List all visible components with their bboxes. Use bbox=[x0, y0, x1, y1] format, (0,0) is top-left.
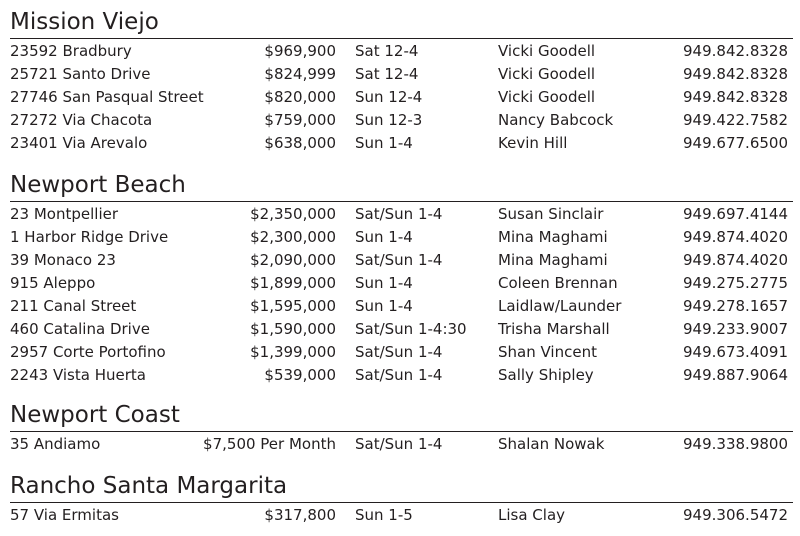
listing-phone: 949.697.4144 bbox=[683, 205, 788, 223]
listing-phone: 949.278.1657 bbox=[683, 297, 788, 315]
listing-phone: 949.842.8328 bbox=[683, 65, 788, 83]
listing-price: $1,595,000 bbox=[250, 297, 336, 315]
listing-row bbox=[0, 226, 800, 249]
listing-open-time: Sun 12-3 bbox=[355, 111, 423, 129]
listing-open-time: Sun 1-4 bbox=[355, 274, 413, 292]
listing-price: $759,000 bbox=[264, 111, 336, 129]
listing-agent: Sally Shipley bbox=[498, 366, 594, 384]
listing-phone: 949.233.9007 bbox=[683, 320, 788, 338]
listing-agent: Coleen Brennan bbox=[498, 274, 618, 292]
listing-address: 23 Montpellier bbox=[10, 205, 119, 223]
listing-address: 2243 Vista Huerta bbox=[10, 366, 146, 384]
listing-agent: Shalan Nowak bbox=[498, 435, 605, 453]
listing-open-time: Sat 12-4 bbox=[355, 65, 419, 83]
listing-phone: 949.842.8328 bbox=[683, 42, 788, 60]
listing-row bbox=[0, 364, 800, 387]
section-heading: Rancho Santa Margarita bbox=[10, 473, 288, 499]
section-divider bbox=[10, 431, 793, 432]
listing-row bbox=[0, 132, 800, 155]
listing-agent: Mina Maghami bbox=[498, 251, 608, 269]
listing-price: $539,000 bbox=[264, 366, 336, 384]
listing-phone: 949.673.4091 bbox=[683, 343, 788, 361]
listing-row bbox=[0, 86, 800, 109]
listing-row bbox=[0, 272, 800, 295]
listing-row bbox=[0, 433, 800, 456]
listing-phone: 949.874.4020 bbox=[683, 228, 788, 246]
listing-price: $638,000 bbox=[264, 134, 336, 152]
listing-row bbox=[0, 40, 800, 63]
listing-price: $2,300,000 bbox=[250, 228, 336, 246]
listing-address: 39 Monaco 23 bbox=[10, 251, 116, 269]
listing-price: $969,900 bbox=[264, 42, 336, 60]
listing-open-time: Sun 1-5 bbox=[355, 506, 413, 524]
listing-address: 23592 Bradbury bbox=[10, 42, 132, 60]
listing-address: 2957 Corte Portofino bbox=[10, 343, 166, 361]
listing-agent: Mina Maghami bbox=[498, 228, 608, 246]
listing-address: 915 Aleppo bbox=[10, 274, 96, 292]
listing-price: $820,000 bbox=[264, 88, 336, 106]
listing-price: $1,899,000 bbox=[250, 274, 336, 292]
section-heading: Newport Beach bbox=[10, 172, 186, 198]
listing-address: 460 Catalina Drive bbox=[10, 320, 150, 338]
listing-agent: Vicki Goodell bbox=[498, 65, 596, 83]
listing-phone: 949.338.9800 bbox=[683, 435, 788, 453]
listing-agent: Susan Sinclair bbox=[498, 205, 604, 223]
listing-address: 1 Harbor Ridge Drive bbox=[10, 228, 169, 246]
listing-price: $1,399,000 bbox=[250, 343, 336, 361]
listing-price: $2,090,000 bbox=[250, 251, 336, 269]
listing-row bbox=[0, 318, 800, 341]
listing-row bbox=[0, 203, 800, 226]
listing-price: $7,500 Per Month bbox=[203, 435, 336, 453]
listing-phone: 949.422.7582 bbox=[683, 111, 788, 129]
listing-open-time: Sun 1-4 bbox=[355, 134, 413, 152]
listing-agent: Lisa Clay bbox=[498, 506, 566, 524]
listing-open-time: Sat/Sun 1-4 bbox=[355, 343, 443, 361]
listing-price: $2,350,000 bbox=[250, 205, 336, 223]
listing-phone: 949.874.4020 bbox=[683, 251, 788, 269]
listing-row bbox=[0, 295, 800, 318]
listing-address: 57 Via Ermitas bbox=[10, 506, 119, 524]
listing-price: $1,590,000 bbox=[250, 320, 336, 338]
listing-address: 25721 Santo Drive bbox=[10, 65, 151, 83]
listing-agent: Trisha Marshall bbox=[498, 320, 610, 338]
section-heading: Mission Viejo bbox=[10, 9, 159, 35]
listing-open-time: Sat/Sun 1-4:30 bbox=[355, 320, 467, 338]
listing-row bbox=[0, 341, 800, 364]
listing-address: 211 Canal Street bbox=[10, 297, 137, 315]
listing-open-time: Sat/Sun 1-4 bbox=[355, 251, 443, 269]
listing-agent: Vicki Goodell bbox=[498, 42, 596, 60]
listing-row bbox=[0, 249, 800, 272]
listing-phone: 949.842.8328 bbox=[683, 88, 788, 106]
listing-open-time: Sun 1-4 bbox=[355, 228, 413, 246]
listing-agent: Nancy Babcock bbox=[498, 111, 614, 129]
section-heading: Newport Coast bbox=[10, 402, 180, 428]
listing-row bbox=[0, 109, 800, 132]
listing-address: 35 Andiamo bbox=[10, 435, 101, 453]
listing-agent: Shan Vincent bbox=[498, 343, 597, 361]
listing-phone: 949.677.6500 bbox=[683, 134, 788, 152]
listing-phone: 949.306.5472 bbox=[683, 506, 788, 524]
listing-open-time: Sat/Sun 1-4 bbox=[355, 435, 443, 453]
section-divider bbox=[10, 201, 793, 202]
section-divider bbox=[10, 502, 793, 503]
listing-open-time: Sat/Sun 1-4 bbox=[355, 366, 443, 384]
listing-phone: 949.275.2775 bbox=[683, 274, 788, 292]
section-divider bbox=[10, 38, 793, 39]
listing-open-time: Sun 12-4 bbox=[355, 88, 423, 106]
listing-agent: Vicki Goodell bbox=[498, 88, 596, 106]
listing-row bbox=[0, 63, 800, 86]
listing-open-time: Sat/Sun 1-4 bbox=[355, 205, 443, 223]
listing-row bbox=[0, 504, 800, 527]
listing-address: 27272 Via Chacota bbox=[10, 111, 153, 129]
listing-price: $824,999 bbox=[264, 65, 336, 83]
listing-phone: 949.887.9064 bbox=[683, 366, 788, 384]
listing-open-time: Sun 1-4 bbox=[355, 297, 413, 315]
listing-price: $317,800 bbox=[264, 506, 336, 524]
listing-address: 27746 San Pasqual Street bbox=[10, 88, 204, 106]
listing-open-time: Sat 12-4 bbox=[355, 42, 419, 60]
listing-agent: Kevin Hill bbox=[498, 134, 568, 152]
listing-agent: Laidlaw/Launder bbox=[498, 297, 622, 315]
listing-address: 23401 Via Arevalo bbox=[10, 134, 148, 152]
